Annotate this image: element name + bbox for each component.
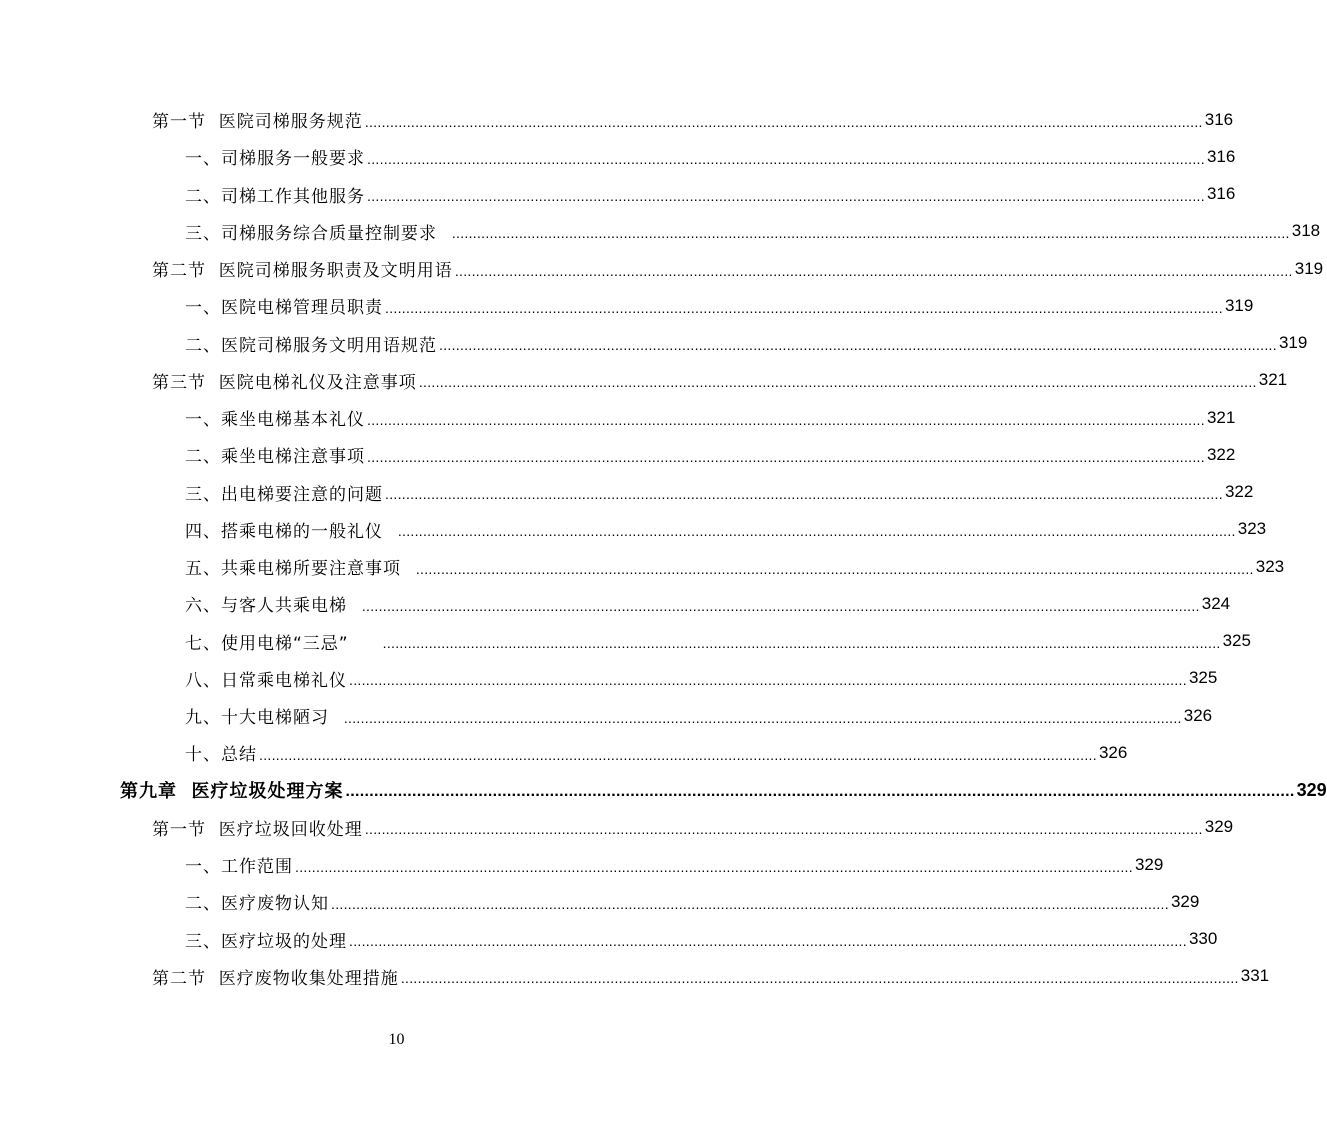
toc-entry-page: 326 bbox=[1183, 705, 1213, 725]
toc-leader-dots: ........................................................................................................................................................................................................ bbox=[349, 672, 1187, 689]
toc-entry-page: 316 bbox=[1204, 109, 1234, 129]
toc-leader-dots: ........................................................................................................................................................................................................ bbox=[385, 299, 1223, 316]
toc-chapter-entry[interactable] bbox=[0, 772, 1327, 809]
toc-entry-label: 七、使用电梯“三忌” bbox=[185, 633, 381, 654]
toc-entry[interactable] bbox=[0, 399, 1236, 436]
toc-entry[interactable] bbox=[0, 213, 1321, 250]
toc-leader-dots: ........................................................................................................................................................................................................ bbox=[418, 374, 1257, 391]
toc-entry-label: 二、医疗废物认知 bbox=[185, 894, 329, 915]
toc-entry[interactable] bbox=[0, 511, 1267, 548]
toc-entry[interactable] bbox=[0, 585, 1231, 622]
toc-leader-dots: ........................................................................................................................................................................................................ bbox=[364, 821, 1203, 838]
toc-entry[interactable] bbox=[0, 474, 1254, 511]
toc-leader-dots: ........................................................................................................................................................................................................ bbox=[400, 970, 1239, 987]
toc-entry-page: 319 bbox=[1294, 258, 1324, 278]
toc-entry[interactable] bbox=[0, 176, 1236, 213]
toc-entry[interactable] bbox=[0, 809, 1234, 846]
toc-entry[interactable] bbox=[0, 734, 1128, 771]
toc-entry-label: 六、与客人共乘电梯 bbox=[185, 596, 360, 617]
toc-entry-label: 一、医院电梯管理员职责 bbox=[185, 298, 383, 319]
toc-entry[interactable] bbox=[0, 325, 1308, 362]
toc-entry-page: 331 bbox=[1240, 966, 1270, 986]
toc-entry-page: 329 bbox=[1296, 779, 1327, 800]
toc-leader-dots: ........................................................................................................................................................................................................ bbox=[259, 746, 1097, 763]
toc-entry[interactable] bbox=[0, 660, 1218, 697]
toc-entry-label: 五、共乘电梯所要注意事项 bbox=[185, 559, 414, 580]
toc-entry-page: 321 bbox=[1258, 370, 1288, 390]
toc-entry[interactable] bbox=[0, 101, 1234, 138]
toc-entry-page: 319 bbox=[1224, 295, 1254, 315]
toc-entry-page: 316 bbox=[1206, 184, 1236, 204]
toc-entry-label: 一、工作范围 bbox=[185, 857, 293, 878]
toc-entry[interactable] bbox=[0, 362, 1288, 399]
page-number: 10 bbox=[388, 1031, 405, 1048]
toc-leader-dots: ........................................................................................................................................................................................................ bbox=[367, 448, 1205, 465]
toc-entry-page: 323 bbox=[1255, 556, 1285, 576]
toc-entry[interactable] bbox=[0, 548, 1285, 585]
toc-entry-label: 第一节 医疗垃圾回收处理 bbox=[152, 819, 363, 840]
toc-entry[interactable] bbox=[0, 883, 1200, 920]
toc-leader-dots: ........................................................................................................................................................................................................ bbox=[367, 411, 1205, 428]
toc-leader-dots: ........................................................................................................................................................................................................ bbox=[439, 337, 1277, 354]
toc-entry[interactable] bbox=[0, 697, 1213, 734]
toc-leader-dots: ........................................................................................................................................................................................................ bbox=[361, 597, 1200, 614]
toc-leader-dots: ........................................................................................................................................................................................................ bbox=[343, 709, 1182, 726]
toc-entry-page: 321 bbox=[1206, 407, 1236, 427]
toc-entry-label: 第一节 医院司梯服务规范 bbox=[152, 112, 363, 133]
toc-entry[interactable] bbox=[0, 138, 1236, 175]
toc-entry-page: 330 bbox=[1188, 929, 1218, 949]
toc-entry-page: 322 bbox=[1224, 482, 1254, 502]
toc-entry-page: 329 bbox=[1204, 817, 1234, 837]
toc-entry[interactable] bbox=[0, 250, 1324, 287]
toc-leader-dots: ........................................................................................................................................................................................................ bbox=[367, 150, 1205, 167]
toc-entry-label: 九、十大电梯陋习 bbox=[185, 708, 342, 729]
toc-entry-label: 三、出电梯要注意的问题 bbox=[185, 484, 383, 505]
toc-leader-dots: ........................................................................................................................................................................................................ bbox=[345, 783, 1295, 801]
toc-entry-page: 326 bbox=[1098, 742, 1128, 762]
toc-entry-label: 二、乘坐电梯注意事项 bbox=[185, 447, 365, 468]
toc-entry-label: 四、搭乘电梯的一般礼仪 bbox=[185, 521, 396, 542]
toc-entry-label: 第九章 医疗垃圾处理方案 bbox=[120, 781, 344, 803]
toc-entry-label: 一、司梯服务一般要求 bbox=[185, 149, 365, 170]
toc-entry-label: 三、医疗垃圾的处理 bbox=[185, 931, 347, 952]
table-of-contents bbox=[0, 101, 1327, 995]
toc-leader-dots: ........................................................................................................................................................................................................ bbox=[397, 523, 1236, 540]
toc-entry-label: 十、总结 bbox=[185, 745, 257, 766]
toc-leader-dots: ........................................................................................................................................................................................................ bbox=[451, 225, 1290, 242]
toc-entry-label: 八、日常乘电梯礼仪 bbox=[185, 670, 347, 691]
toc-entry-page: 325 bbox=[1222, 631, 1251, 651]
toc-entry-page: 318 bbox=[1291, 221, 1321, 241]
toc-entry[interactable] bbox=[0, 287, 1254, 324]
toc-entry[interactable] bbox=[0, 958, 1270, 995]
toc-entry-page: 324 bbox=[1201, 593, 1231, 613]
toc-entry-label: 二、医院司梯服务文明用语规范 bbox=[185, 335, 437, 356]
toc-entry-label: 三、司梯服务综合质量控制要求 bbox=[185, 223, 450, 244]
toc-leader-dots: ........................................................................................................................................................................................................ bbox=[382, 635, 1221, 652]
toc-entry-page: 323 bbox=[1237, 519, 1267, 539]
toc-leader-dots: ........................................................................................................................................................................................................ bbox=[364, 113, 1203, 130]
toc-entry-page: 329 bbox=[1170, 891, 1200, 911]
toc-leader-dots: ........................................................................................................................................................................................................ bbox=[367, 188, 1205, 205]
toc-entry-page: 316 bbox=[1206, 146, 1236, 166]
toc-entry-page: 325 bbox=[1188, 668, 1218, 688]
toc-entry[interactable] bbox=[0, 623, 1251, 660]
toc-entry-page: 329 bbox=[1134, 854, 1164, 874]
toc-entry-label: 第二节 医院司梯服务职责及文明用语 bbox=[152, 261, 453, 282]
toc-entry[interactable] bbox=[0, 436, 1236, 473]
toc-entry-page: 322 bbox=[1206, 444, 1236, 464]
toc-entry[interactable] bbox=[0, 921, 1218, 958]
toc-entry-label: 二、司梯工作其他服务 bbox=[185, 186, 365, 207]
toc-leader-dots: ........................................................................................................................................................................................................ bbox=[331, 895, 1169, 912]
toc-leader-dots: ........................................................................................................................................................................................................ bbox=[415, 560, 1254, 577]
toc-leader-dots: ........................................................................................................................................................................................................ bbox=[295, 858, 1133, 875]
toc-entry-label: 一、乘坐电梯基本礼仪 bbox=[185, 410, 365, 431]
toc-leader-dots: ........................................................................................................................................................................................................ bbox=[385, 486, 1223, 503]
toc-entry[interactable] bbox=[0, 846, 1164, 883]
toc-leader-dots: ........................................................................................................................................................................................................ bbox=[454, 262, 1293, 279]
toc-entry-label: 第二节 医疗废物收集处理措施 bbox=[152, 968, 399, 989]
toc-entry-page: 319 bbox=[1278, 333, 1308, 353]
toc-leader-dots: ........................................................................................................................................................................................................ bbox=[349, 933, 1187, 950]
toc-entry-label: 第三节 医院电梯礼仪及注意事项 bbox=[152, 372, 417, 393]
